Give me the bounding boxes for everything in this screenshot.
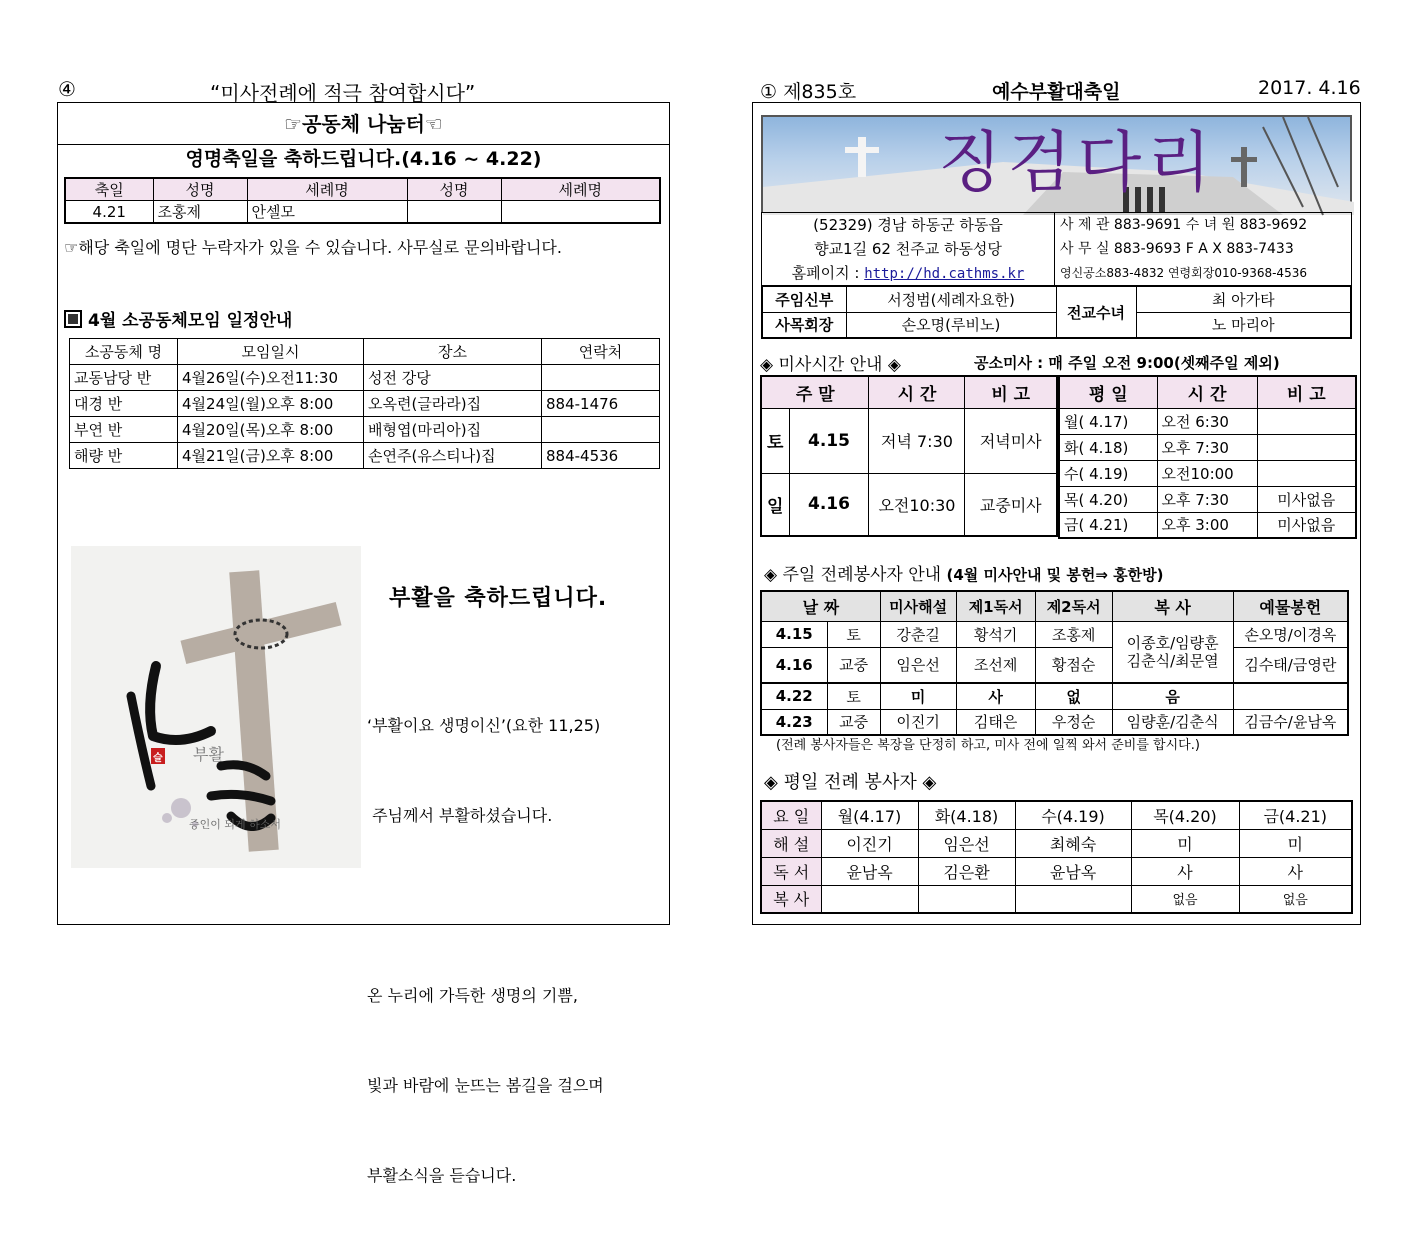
council-name: 손오명(루비노) [846, 312, 1056, 338]
meeting-cell: 4월24일(월)오후 8:00 [178, 391, 364, 417]
feast-cell: 조홍제 [153, 201, 247, 224]
weekday-mass-row [1059, 434, 1356, 460]
weekend-mass-row [761, 473, 1057, 536]
altar-server-line: 김춘식/최문열 [1126, 651, 1219, 670]
staff-row [762, 286, 1351, 312]
easter-calligraphy-text: 부활 [193, 745, 224, 764]
weekday-server-cell: 미 [1239, 829, 1352, 857]
server-cell: 손오명/이경옥 [1233, 621, 1348, 647]
easter-line: 온 누리에 가득한 생명의 기쁨, [367, 986, 578, 1005]
server-table-row [761, 621, 1348, 647]
weekday-server-row [761, 857, 1352, 885]
feast-cell: 안셀모 [247, 201, 407, 224]
meeting-cell [542, 417, 660, 443]
weekday-server-row [761, 829, 1352, 857]
weekday-mass-row [1059, 486, 1356, 512]
weekday-server-cell: 없음 [1131, 885, 1239, 913]
meeting-cell: 4월20일(목)오후 8:00 [178, 417, 364, 443]
weekend-date: 4.16 [789, 473, 869, 536]
server-title: ◈ 주일 전례봉사자 안내 [764, 565, 942, 585]
weekday-day: 월( 4.17) [1059, 408, 1157, 434]
contact-line: 사 제 관 883-9691 수 녀 원 883-9692 [1060, 217, 1308, 233]
server-cell: 김태은 [956, 709, 1035, 735]
weekday-server-cell: 사 [1131, 857, 1239, 885]
weekday-server-table [760, 800, 1353, 914]
weekend-day: 일 [761, 473, 789, 536]
weekday-server-header-cell: 월(4.17) [821, 801, 918, 829]
meeting-cell: 부연 반 [70, 417, 178, 443]
server-day: 교중 [827, 709, 880, 735]
weekday-day: 화( 4.18) [1059, 434, 1157, 460]
feast-header-cell: 세례명 [247, 178, 407, 201]
weekday-time: 오후 3:00 [1157, 512, 1257, 538]
meeting-cell: 교동남당 반 [70, 365, 178, 391]
feast-header-cell: 세례명 [501, 178, 660, 201]
weekday-server-header [761, 801, 1352, 829]
weekday-server-header-cell: 목(4.20) [1131, 801, 1239, 829]
easter-seal: 슬 [153, 753, 163, 764]
feast-cell [501, 201, 660, 224]
weekday-time: 오후 7:30 [1157, 434, 1257, 460]
weekday-server-cell: 사 [1239, 857, 1352, 885]
feast-table [64, 177, 661, 224]
meeting-cell: 해량 반 [70, 443, 178, 469]
weekday-server-cell: 김은환 [918, 857, 1015, 885]
weekend-mass-table [760, 375, 1058, 537]
server-day: 토 [827, 621, 880, 647]
meeting-title: 4월 소공동체모임 일정안내 [88, 311, 293, 331]
weekday-time: 오후 7:30 [1157, 486, 1257, 512]
easter-line: 주님께서 부활하셨습니다. [367, 806, 553, 825]
meeting-header-cell: 모임일시 [178, 339, 364, 365]
weekday-server-cell: 임은선 [918, 829, 1015, 857]
sunday-server-table [760, 590, 1349, 736]
staff-table [761, 285, 1352, 339]
contact-line: 사 무 실 883-9693 F A X 883-7433 [1060, 241, 1294, 257]
weekday-server-cell: 이진기 [821, 829, 918, 857]
weekend-note: 저녁미사 [965, 408, 1057, 473]
note-header: 비 고 [1257, 376, 1356, 408]
address-block [762, 213, 1055, 287]
left-content-frame [57, 102, 670, 1185]
weekday-header: 평 일 [1059, 376, 1157, 408]
weekend-time: 오전10:30 [869, 473, 965, 536]
slogan: “미사전례에 적극 참여합시다” [210, 81, 476, 105]
weekend-header: 주 말 [761, 376, 869, 408]
server-date: 4.16 [761, 647, 827, 683]
server-title-block [764, 560, 1164, 585]
weekday-server-role: 독 서 [761, 857, 821, 885]
masthead-title: 징검다리 [938, 124, 1218, 201]
server-footnote: (전례 봉사자들은 복장을 단정히 하고, 미사 전에 일찍 와서 준비를 합시다.) [776, 738, 1200, 753]
server-header-cell: 제1독서 [956, 591, 1035, 621]
meeting-table-row [70, 365, 660, 391]
feast-cell: 4.21 [65, 201, 153, 224]
server-cell: 미 [880, 683, 956, 709]
pastor-name: 서정범(세례자요한) [846, 286, 1056, 312]
meeting-title-block [64, 306, 292, 331]
meeting-table-header [70, 339, 660, 365]
homepage-link[interactable]: http://hd.cathms.kr [864, 266, 1025, 282]
feast-header-cell: 성명 [153, 178, 247, 201]
note-header: 비 고 [965, 376, 1057, 408]
weekday-server-role: 해 설 [761, 829, 821, 857]
feast-table-row [65, 201, 660, 224]
feast-cell [407, 201, 501, 224]
issue-date: 2017. 4.16 [1258, 77, 1361, 99]
meeting-cell: 884-1476 [542, 391, 660, 417]
weekday-server-title: ◈ 평일 전례 봉사자 ◈ [764, 772, 937, 793]
weekday-time: 오전10:00 [1157, 460, 1257, 486]
server-table-row [761, 709, 1348, 735]
feast-header-cell: 성명 [407, 178, 501, 201]
pastor-label: 주임신부 [762, 286, 846, 312]
sister-name: 최 아가타 [1136, 286, 1351, 312]
server-cell: 임량훈/김춘식 [1112, 709, 1233, 735]
weekday-mass-row [1059, 512, 1356, 538]
meeting-cell: 대경 반 [70, 391, 178, 417]
weekday-note [1257, 408, 1356, 434]
weekday-mass-row [1059, 460, 1356, 486]
server-date: 4.15 [761, 621, 827, 647]
weekday-day: 목( 4.20) [1059, 486, 1157, 512]
easter-line: 빛과 바람에 눈뜨는 봄길을 걸으며 [367, 1076, 604, 1095]
sister-name: 노 마리아 [1136, 312, 1351, 338]
easter-line: 부활소식을 듣습니다. [367, 1166, 517, 1185]
weekday-server-cell: 윤남옥 [821, 857, 918, 885]
weekday-note: 미사없음 [1257, 486, 1356, 512]
easter-line: ‘부활이요 생명이신’(요한 11,25) [367, 716, 601, 735]
server-cell: 조홍제 [1035, 621, 1112, 647]
time-header: 시 간 [1157, 376, 1257, 408]
server-cell [1233, 683, 1348, 709]
address-line: (52329) 경남 하동군 하동읍 [813, 216, 1003, 234]
server-date: 4.23 [761, 709, 827, 735]
weekend-mass-row [761, 408, 1057, 473]
weekday-note [1257, 460, 1356, 486]
feast-table-header [65, 178, 660, 201]
square-bullet-icon [64, 310, 82, 328]
meeting-table [69, 338, 660, 469]
homepage-line [762, 261, 1054, 286]
server-table-row [761, 647, 1348, 683]
server-cell: 없 [1035, 683, 1112, 709]
feast-header-cell: 축일 [65, 178, 153, 201]
server-cell: 김금수/윤남옥 [1233, 709, 1348, 735]
contact-block [1060, 213, 1350, 285]
weekday-server-header-cell: 화(4.18) [918, 801, 1015, 829]
weekday-server-header-cell: 요 일 [761, 801, 821, 829]
meeting-cell: 손연주(유스티나)집 [364, 443, 542, 469]
meeting-cell: 배형엽(마리아)집 [364, 417, 542, 443]
parish-info [761, 212, 1352, 286]
server-cell: 황석기 [956, 621, 1035, 647]
meeting-cell [542, 365, 660, 391]
server-cell: 조선제 [956, 647, 1035, 683]
meeting-cell: 4월21일(금)오후 8:00 [178, 443, 364, 469]
server-cell: 우정순 [1035, 709, 1112, 735]
weekday-time: 오전 6:30 [1157, 408, 1257, 434]
easter-title: 부활을 축하드립니다. [389, 586, 608, 611]
weekend-day: 토 [761, 408, 789, 473]
page-number: ④ [58, 77, 76, 101]
server-note: (4월 미사안내 및 봉헌⇒ 홍한방) [946, 566, 1164, 584]
server-cell: 황점순 [1035, 647, 1112, 683]
weekend-note: 교중미사 [965, 473, 1057, 536]
server-cell: 이진기 [880, 709, 956, 735]
weekend-date: 4.15 [789, 408, 869, 473]
weekday-server-cell [1015, 885, 1131, 913]
server-header-cell: 예물봉헌 [1233, 591, 1348, 621]
server-cell: 사 [956, 683, 1035, 709]
meeting-header-cell: 소공동체 명 [70, 339, 178, 365]
weekday-note [1257, 434, 1356, 460]
altar-server-cell [1112, 621, 1233, 683]
council-label: 사목회장 [762, 312, 846, 338]
meeting-table-row [70, 417, 660, 443]
issue-number: ① 제835호 [760, 81, 857, 103]
server-cell: 김수태/금영란 [1233, 647, 1348, 683]
community-section-title: ☞공동체 나눔터☜ [58, 103, 669, 145]
weekday-note: 미사없음 [1257, 512, 1356, 538]
feast-title: 영명축일을 축하드립니다.(4.16 ~ 4.22) [185, 148, 542, 170]
server-header-cell: 복 사 [1112, 591, 1233, 621]
weekday-server-header-cell: 수(4.19) [1015, 801, 1131, 829]
easter-image-caption: 증인이 되게 하소서 [189, 818, 282, 831]
easter-image [71, 546, 361, 868]
masthead-banner [761, 115, 1352, 213]
server-day: 토 [827, 683, 880, 709]
sisters-label: 전교수녀 [1056, 286, 1136, 338]
weekday-mass-table [1058, 375, 1357, 539]
meeting-header-cell: 장소 [364, 339, 542, 365]
address-line: 향교1길 62 천주교 하동성당 [814, 240, 1002, 258]
server-cell: 임은선 [880, 647, 956, 683]
weekend-mass-header [761, 376, 1057, 408]
server-table-header [761, 591, 1348, 621]
weekday-server-cell [918, 885, 1015, 913]
weekday-server-cell: 최혜숙 [1015, 829, 1131, 857]
weekday-server-cell [821, 885, 918, 913]
contact-line: 영신공소883-4832 연령회장010-9368-4536 [1060, 266, 1307, 280]
altar-server-line: 이종호/임량훈 [1126, 633, 1219, 652]
weekday-server-cell: 윤남옥 [1015, 857, 1131, 885]
server-day: 교중 [827, 647, 880, 683]
mission-mass-note: 공소미사 : 매 주일 오전 9:00(셋째주일 제외) [974, 354, 1280, 372]
easter-line [367, 891, 604, 921]
server-header-cell: 날 짜 [761, 591, 880, 621]
time-header: 시 간 [869, 376, 965, 408]
meeting-table-row [70, 443, 660, 469]
meeting-cell: 오옥련(글라라)집 [364, 391, 542, 417]
weekday-mass-header [1059, 376, 1356, 408]
server-cell: 음 [1112, 683, 1233, 709]
meeting-cell: 884-4536 [542, 443, 660, 469]
weekday-server-role: 복 사 [761, 885, 821, 913]
weekday-server-row [761, 885, 1352, 913]
feast-name: 예수부활대축일 [992, 81, 1121, 103]
weekday-server-cell: 미 [1131, 829, 1239, 857]
weekday-mass-row [1059, 408, 1356, 434]
server-table-row [761, 683, 1348, 709]
server-date: 4.22 [761, 683, 827, 709]
server-header-cell: 제2독서 [1035, 591, 1112, 621]
weekday-server-header-cell: 금(4.21) [1239, 801, 1352, 829]
homepage-label: 홈페이지 : [791, 264, 860, 282]
weekday-day: 금( 4.21) [1059, 512, 1157, 538]
easter-message [367, 651, 604, 1251]
meeting-header-cell: 연락처 [542, 339, 660, 365]
meeting-cell: 성전 강당 [364, 365, 542, 391]
feast-note: ☞해당 축일에 명단 누락자가 있을 수 있습니다. 사무실로 문의바랍니다. [64, 238, 562, 257]
server-cell: 강춘길 [880, 621, 956, 647]
mass-time-title: ◈ 미사시간 안내 ◈ [760, 355, 901, 375]
weekday-day: 수( 4.19) [1059, 460, 1157, 486]
server-header-cell: 미사해설 [880, 591, 956, 621]
weekend-time: 저녁 7:30 [869, 408, 965, 473]
weekday-server-cell: 없음 [1239, 885, 1352, 913]
meeting-table-row [70, 391, 660, 417]
meeting-cell: 4월26일(수)오전11:30 [178, 365, 364, 391]
